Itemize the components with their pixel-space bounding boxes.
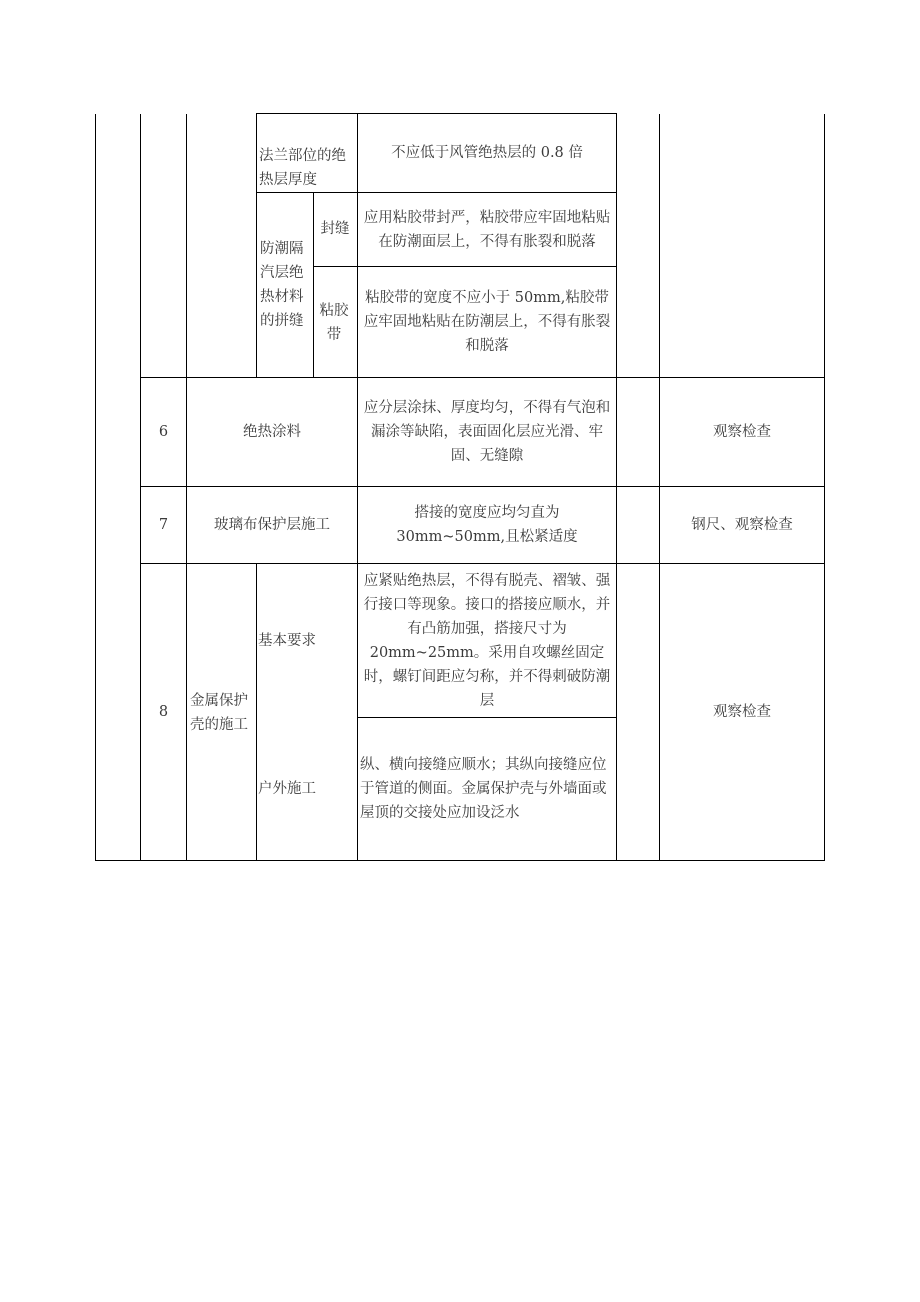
vapor-barrier-seam-label: 防潮隔汽层绝热材料的拼缝	[260, 241, 304, 329]
adhesive-tape-label: 粘胶带	[319, 303, 349, 343]
row-check-method: 观察检查	[713, 704, 771, 720]
table-border-right	[824, 114, 825, 861]
row-item: 玻璃布保护层施工	[214, 517, 330, 533]
outdoor-construction-label: 户外施工	[258, 781, 316, 797]
row-item: 绝热涂料	[243, 424, 301, 440]
row-check-method: 钢尺、观察检查	[691, 517, 793, 533]
row-check-method: 观察检查	[713, 424, 771, 440]
flange-insulation-requirement: 不应低于风管绝热层的 0.8 倍	[391, 145, 583, 161]
table-divider	[256, 114, 257, 377]
basic-requirement-label: 基本要求	[258, 632, 316, 649]
table-border-left	[95, 114, 96, 861]
outdoor-construction-text: 纵、横向接缝应顺水；其纵向接缝应位于管道的侧面。金属保护壳与外墙面或屋顶的交接处应加设泛水	[360, 757, 607, 821]
row-number: 6	[158, 424, 169, 440]
seal-seam-requirement: 应用粘胶带封严，粘胶带应牢固地粘贴在防潮面层上，不得有胀裂和脱落	[363, 209, 611, 250]
row-requirement: 应分层涂抹、厚度均匀，不得有气泡和漏涂等缺陷，表面固化层应光滑、牢固、无缝隙	[363, 400, 611, 464]
adhesive-tape-requirement: 粘胶带的宽度不应小于 50mm,粘胶带应牢固地粘贴在防潮层上，不得有胀裂和脱落	[363, 290, 611, 354]
table-divider	[357, 114, 358, 861]
table-divider	[256, 563, 257, 861]
flange-insulation-label: 法兰部位的绝热层厚度	[259, 148, 346, 188]
row-number: 7	[158, 517, 169, 533]
table-border-bottom	[95, 860, 825, 861]
seal-seam-label: 封缝	[320, 221, 350, 237]
row-item: 金属保护壳的施工	[190, 693, 248, 733]
table-divider	[616, 114, 617, 861]
row-number: 8	[158, 704, 169, 720]
basic-requirement-text: 应紧贴绝热层，不得有脱壳、褶皱、强行接口等现象。接口的搭接应顺水，并有凸筋加强，搭接尺寸为 20mm~25mm。采用自攻螺丝固定时，螺钉间距应匀称，并不得刺破防潮层	[363, 572, 611, 709]
row-requirement: 搭接的宽度应均匀直为 30mm~50mm,且松紧适度	[396, 505, 578, 545]
